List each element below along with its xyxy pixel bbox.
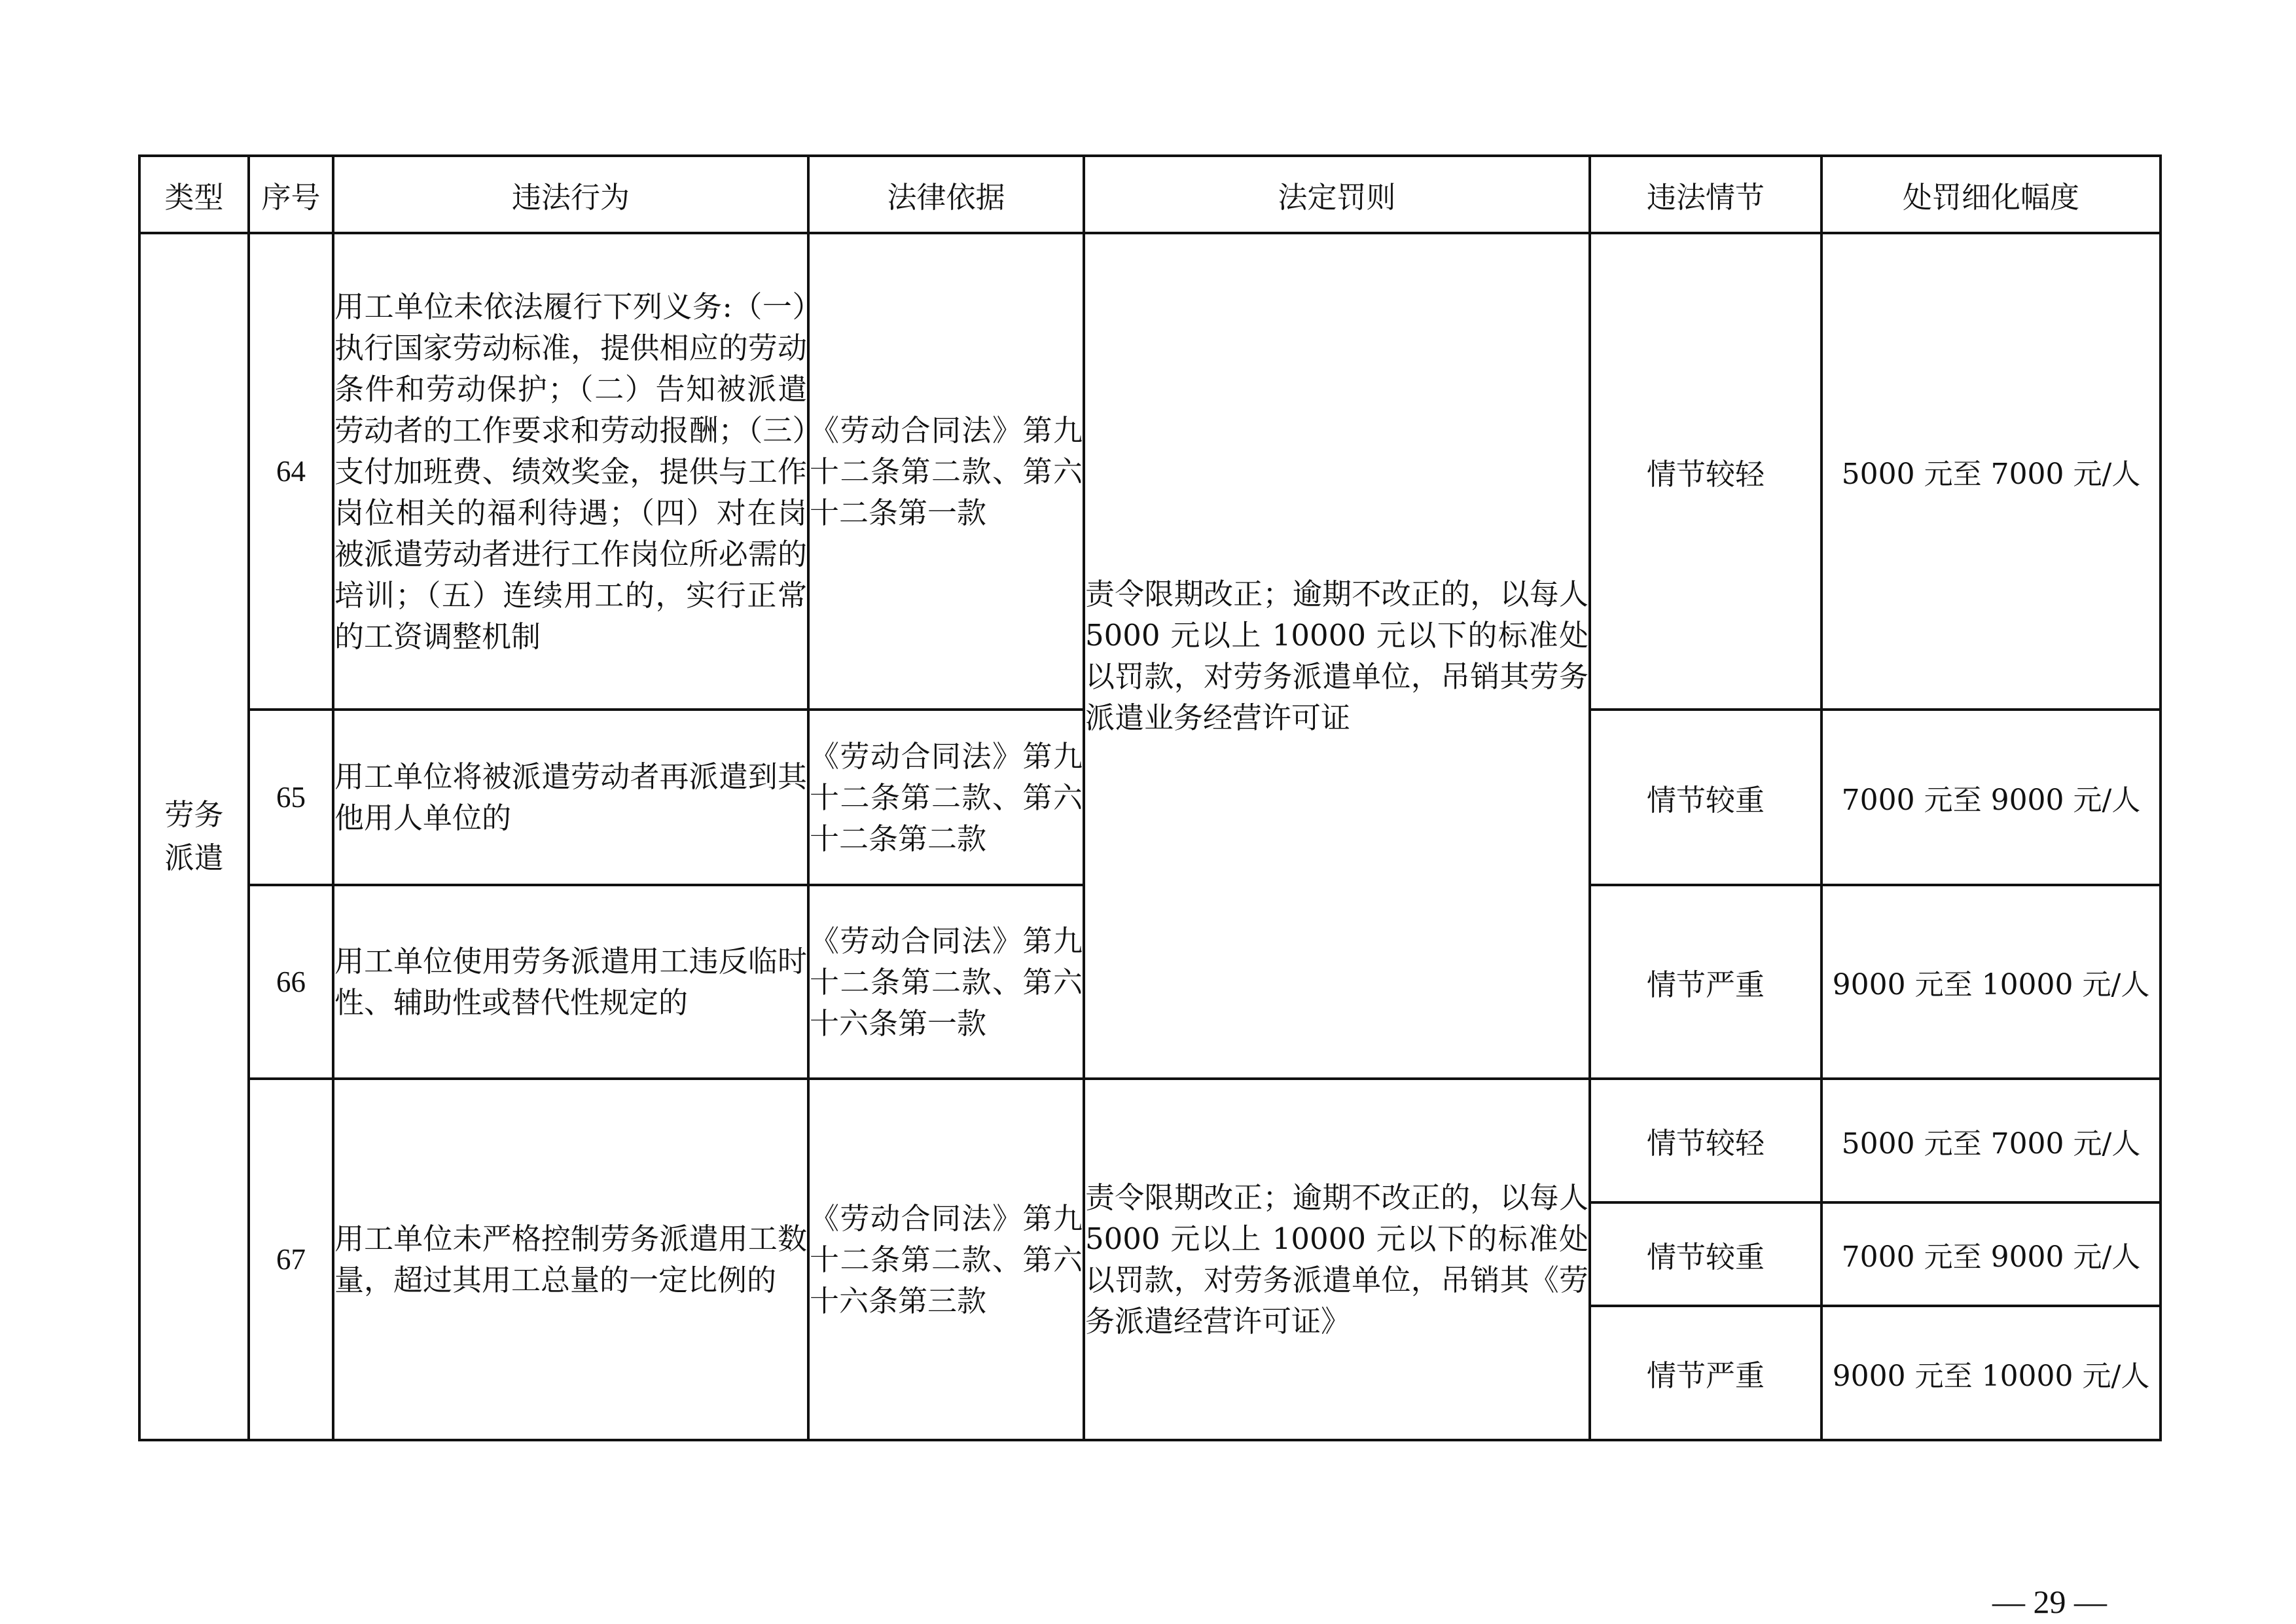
penalty-range-cell: 7000 元至 9000 元/人 (1821, 710, 2161, 885)
circumstance-cell: 情节较轻 (1590, 233, 1821, 710)
circumstance-cell: 情节严重 (1590, 885, 1821, 1079)
penalty-table (138, 154, 2162, 1441)
table-row (139, 233, 2161, 710)
row-number: 66 (249, 885, 333, 1079)
penalty-text: 责令限期改正；逾期不改正的，以每人 5000 元以上 10000 元以下的标准处以罚款，对劳务派遣单位，吊销其劳务派遣业务经营许可证 (1084, 233, 1590, 1079)
penalty-range-cell: 5000 元至 7000 元/人 (1821, 1079, 2161, 1202)
violation-text: 用工单位使用劳务派遣用工违反临时性、辅助性或替代性规定的 (333, 885, 808, 1079)
violation-text: 用工单位未依法履行下列义务:（一）执行国家劳动标准，提供相应的劳动条件和劳动保护；（二）告知被派遣劳动者的工作要求和劳动报酬；（三）支付加班费、绩效奖金，提供与工作岗位相关的福利待遇；（四）对在岗被派遣劳动者进行工作岗位所必需的培训；（五）连续用工的，实行正常的工资调整机制 (333, 233, 808, 710)
circumstance-cell: 情节较重 (1590, 1202, 1821, 1306)
type-label: 劳务派遣 (164, 797, 224, 875)
header-penalty-range: 处罚细化幅度 (1821, 156, 2161, 233)
violation-text: 用工单位将被派遣劳动者再派遣到其他用人单位的 (333, 710, 808, 885)
page-number: — 29 — (1992, 1583, 2107, 1620)
violation-text: 用工单位未严格控制劳务派遣用工数量，超过其用工总量的一定比例的 (333, 1079, 808, 1440)
header-row (139, 156, 2161, 233)
header-legal-basis: 法律依据 (808, 156, 1084, 233)
legal-basis-text: 《劳动合同法》第九十二条第二款、第六十二条第一款 (808, 233, 1084, 710)
row-number: 64 (249, 233, 333, 710)
table-row (139, 1079, 2161, 1202)
row-number: 65 (249, 710, 333, 885)
type-cell (139, 233, 249, 1440)
header-circumstance: 违法情节 (1590, 156, 1821, 233)
legal-basis-text: 《劳动合同法》第九十二条第二款、第六十六条第三款 (808, 1079, 1084, 1440)
header-violation: 违法行为 (333, 156, 808, 233)
circumstance-cell: 情节较轻 (1590, 1079, 1821, 1202)
penalty-text: 责令限期改正；逾期不改正的，以每人 5000 元以上 10000 元以下的标准处以罚款，对劳务派遣单位，吊销其《劳务派遣经营许可证》 (1084, 1079, 1590, 1440)
legal-basis-text: 《劳动合同法》第九十二条第二款、第六十二条第二款 (808, 710, 1084, 885)
penalty-range-cell: 9000 元至 10000 元/人 (1821, 885, 2161, 1079)
header-type: 类型 (139, 156, 249, 233)
penalty-range-cell: 5000 元至 7000 元/人 (1821, 233, 2161, 710)
header-penalty: 法定罚则 (1084, 156, 1590, 233)
circumstance-cell: 情节严重 (1590, 1306, 1821, 1440)
row-number: 67 (249, 1079, 333, 1440)
circumstance-cell: 情节较重 (1590, 710, 1821, 885)
penalty-range-cell: 7000 元至 9000 元/人 (1821, 1202, 2161, 1306)
header-number: 序号 (249, 156, 333, 233)
legal-basis-text: 《劳动合同法》第九十二条第二款、第六十六条第一款 (808, 885, 1084, 1079)
penalty-range-cell: 9000 元至 10000 元/人 (1821, 1306, 2161, 1440)
